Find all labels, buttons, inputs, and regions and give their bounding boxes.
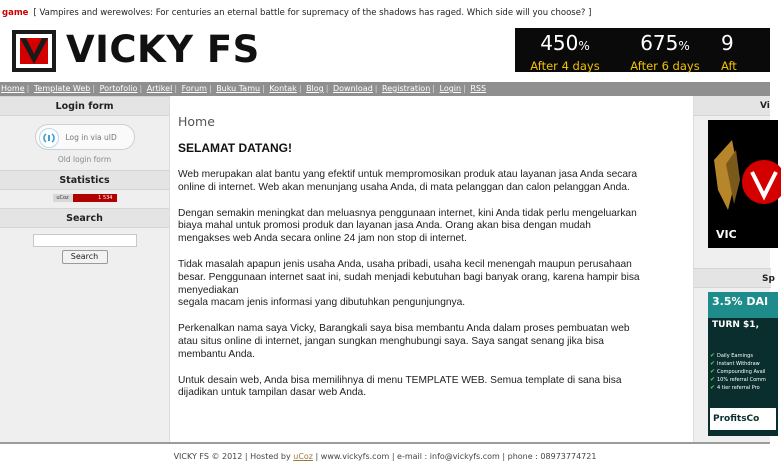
paragraph-line: online di internet. Web akan menunjang usaha Anda, di mata pelanggan dan calon pelanggan Anda.	[178, 181, 630, 193]
paragraph-line: segala macam jenis informasi yang dibutuhkan pengunjungnya.	[178, 297, 466, 309]
nav-download[interactable]: Download	[333, 84, 373, 93]
right-sidebar	[693, 96, 775, 442]
footer-host-link[interactable]: uCoz	[293, 452, 313, 461]
feature-item: ✔ 4 tier referral Pro	[710, 384, 776, 392]
nav-separator: |	[374, 84, 378, 93]
profits-ad-rate: 3.5% DAI	[712, 295, 769, 308]
sponsor-title: Sp	[694, 268, 771, 288]
nav-artikel[interactable]: Artikel	[146, 84, 173, 93]
page-title: Home	[178, 114, 215, 129]
nav-separator: |	[325, 84, 329, 93]
profits-ad-brand: ProfitsCo	[710, 408, 776, 430]
nav-separator: |	[139, 84, 143, 93]
nav-separator: |	[463, 84, 466, 93]
vicky-ad-text: VIC	[716, 228, 737, 241]
nav-separator: |	[26, 84, 30, 93]
counter-value: 1 534	[98, 195, 113, 201]
profits-ad-top	[708, 292, 778, 318]
top-ticker	[0, 0, 770, 26]
paragraph-line: Untuk desain web, Anda bisa memilihnya di menu TEMPLATE WEB. Semua template di sana bisa	[178, 374, 622, 386]
paragraph-line: mengakses web Anda secara online 24 jam non stop di internet.	[178, 233, 467, 245]
paragraph-line: biaya mahal untuk promosi produk dan layanan jasa Anda. Orang akan bisa dengan mudah	[178, 220, 591, 232]
profits-ad-features	[710, 352, 776, 392]
paragraph	[178, 169, 686, 195]
paragraph-line: Tidak masalah apapun jenis usaha Anda, usaha pribadi, usaha kecil menengah maupun perusahaan	[178, 258, 632, 270]
nav-separator: |	[208, 84, 212, 93]
counter-brand: uCoz	[53, 194, 73, 202]
login-form-title: Login form	[0, 96, 169, 116]
nav-separator: |	[432, 84, 435, 93]
paragraph-line: dijadikan untuk tampilan dasar web Anda.	[178, 387, 367, 399]
site-footer	[0, 444, 770, 470]
ticker-message[interactable]: [ Vampires and werewolves: For centuries an eternal battle for supremacy of the shadows has raged. Which side will you choose? ]	[33, 8, 592, 18]
old-login-link[interactable]: Old login form	[57, 155, 112, 164]
banner-stat-label: After 4 days	[530, 59, 600, 73]
nav-home[interactable]: Home	[1, 84, 25, 93]
paragraph-line: atau situs online di internet, jangan sungkan menghubungi saya. Saya sangat senang jika bisa	[178, 335, 604, 347]
banner-stat-label: Aft	[721, 59, 737, 73]
banner-stat-1	[515, 28, 615, 72]
search-button[interactable]: Search	[62, 250, 108, 264]
paragraph-line: Perkenalkan nama saya Vicky, Barangkali saya bisa membantu Anda dalam proses pembuatan web	[178, 323, 630, 335]
left-sidebar	[0, 96, 170, 442]
feature-item: ✔ Instant Withdraw	[710, 360, 776, 368]
game-label[interactable]: game	[2, 8, 29, 18]
banner-stat-2	[615, 28, 715, 72]
nav-blog[interactable]: Blog	[306, 84, 324, 93]
logo-icon[interactable]	[12, 30, 56, 72]
paragraph-line: membantu Anda.	[178, 348, 256, 360]
banner-stat-value: 675	[640, 31, 679, 55]
paragraph	[178, 259, 686, 310]
paragraph-line: Dengan semakin meningkat dan meluasnya penggunaan internet, kini Anda tidak perlu mengeluarkan	[178, 207, 637, 219]
nav-template-web[interactable]: Template Web	[33, 84, 91, 93]
nav-separator: |	[92, 84, 96, 93]
vicky-ad-banner[interactable]	[708, 120, 778, 248]
paragraph-line: menyediakan	[178, 284, 239, 296]
nav-separator: |	[174, 84, 178, 93]
banner-stat-unit: %	[678, 39, 690, 53]
paragraph	[178, 208, 686, 246]
nav-kontak[interactable]: Kontak	[269, 84, 297, 93]
nav-forum[interactable]: Forum	[181, 84, 207, 93]
profits-ad-headline: TURN $1,	[712, 320, 759, 330]
main-content	[171, 96, 692, 442]
welcome-heading: SELAMAT DATANG!	[178, 141, 292, 155]
nav-rss[interactable]: RSS	[470, 84, 487, 93]
statistics-title: Statistics	[0, 170, 169, 190]
nav-separator: |	[298, 84, 302, 93]
paragraph	[178, 323, 686, 361]
paragraph-line: Web merupakan alat bantu yang efektif untuk mempromosikan produk atau layanan jasa Anda secara	[178, 169, 638, 180]
nav-buku-tamu[interactable]: Buku Tamu	[216, 84, 261, 93]
banner-stat-unit: %	[578, 39, 590, 53]
site-logo-text[interactable]: VICKY FS	[66, 28, 260, 71]
nav-separator: |	[262, 84, 265, 93]
right-block-title: Vi	[694, 96, 770, 116]
feature-item: ✔ 10% referral Comm	[710, 376, 776, 384]
banner-stat-value: 450	[540, 31, 579, 55]
banner-stat-3	[721, 28, 781, 72]
paragraph-line: besar. Penggunaan internet saat ini, sudah menjadi kebutuhan bagi banyak orang, karena hampir bisa	[178, 271, 640, 283]
banner-stat-value: 9	[721, 31, 734, 55]
main-nav	[0, 82, 770, 96]
promo-banner[interactable]	[515, 28, 770, 72]
site-header	[0, 26, 770, 76]
visitor-counter[interactable]	[53, 194, 117, 202]
feature-item: ✔ Compounding Avail	[710, 368, 776, 376]
login-uid-label: Log in via uID	[65, 133, 117, 142]
uid-icon	[39, 128, 59, 148]
search-input[interactable]	[33, 234, 137, 247]
footer-text-post: | www.vickyfs.com | e-mail : info@vickyfs.com | phone : 08973774721	[313, 452, 597, 461]
login-uid-button[interactable]	[35, 124, 135, 150]
banner-stat-label: After 6 days	[630, 59, 700, 73]
nav-portofolio[interactable]: Portofolio	[99, 84, 138, 93]
feature-item: ✔ Daily Earnings	[710, 352, 776, 360]
search-title: Search	[0, 208, 169, 228]
footer-text-pre: VICKY FS © 2012 | Hosted by	[173, 452, 294, 461]
paragraph	[178, 375, 686, 401]
nav-login[interactable]: Login	[439, 84, 462, 93]
nav-registration[interactable]: Registration	[382, 84, 431, 93]
profits-ad-banner[interactable]	[708, 292, 778, 436]
